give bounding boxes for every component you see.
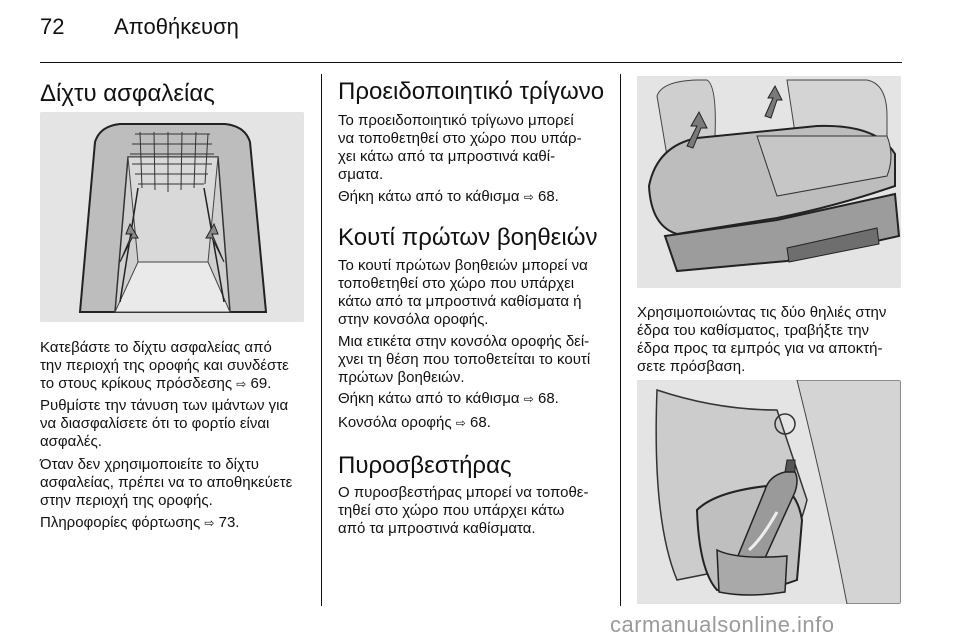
paragraph-first-aid-label: Μια ετικέτα στην κονσόλα οροφής δεί- χνει τη θέση που τοποθετείται το κουτί πρώτων βοηθειών.	[338, 333, 591, 386]
heading-warning-triangle: Προειδοποιητικό τρίγωνο	[338, 78, 605, 105]
figure-seat-storage	[637, 76, 901, 288]
paragraph-first-aid-location: Το κουτί πρώτων βοηθειών μπορεί να τοποθετηθεί στο χώρο που υπάρχει κάτω από τα μπροστινά καθίσματα ή στην κονσόλα οροφής.	[338, 257, 588, 328]
attach-net-ref: 69.	[250, 375, 272, 392]
heading-safety-net: Δίχτυ ασφαλείας	[40, 80, 215, 107]
seat-storage-illustration	[637, 76, 901, 288]
page-reference-arrow-icon: ⇨	[523, 190, 534, 204]
safety-net-illustration	[40, 112, 304, 322]
fire-extinguisher-illustration	[637, 380, 901, 604]
triangle-ref-text: Θήκη κάτω από το κάθισμα	[338, 188, 524, 205]
triangle-ref-page: 68.	[538, 188, 559, 205]
paragraph-first-aid-ref1	[338, 390, 559, 408]
paragraph-extinguisher-location: Ο πυροσβεστήρας μπορεί να τοποθε- τηθεί στο χώρο που υπάρχει κάτω από τα μπροστινά καθίσματα.	[338, 484, 589, 537]
figure-safety-net	[40, 112, 304, 322]
heading-first-aid-kit: Κουτί πρώτων βοηθειών	[338, 224, 598, 251]
figure-fire-extinguisher	[637, 380, 901, 604]
paragraph-loading-info	[40, 514, 239, 532]
paragraph-attach-net	[40, 339, 289, 393]
paragraph-triangle-location: Το προειδοποιητικό τρίγωνο μπορεί να τοποθετηθεί στο χώρο που υπάρ- χει κάτω από τα μπροστινά καθί- σματα.	[338, 112, 582, 183]
first-aid-ref1-text: Θήκη κάτω από το κάθισμα	[338, 390, 524, 407]
loading-info-ref: 73.	[218, 514, 240, 531]
paragraph-adjust-tension: Ρυθμίστε την τάνυση των ιμάντων για να διασφαλίσετε ότι το φορτίο είναι ασφαλές.	[40, 397, 289, 450]
loading-info-text: Πληροφορίες φόρτωσης	[40, 514, 205, 531]
paragraph-pull-seat: Χρησιμοποιώντας τις δύο θηλιές στην έδρα του καθίσματος, τραβήξτε την έδρα προς τα εμπρός για να αποκτή- σετε πρόσβαση.	[637, 304, 887, 375]
heading-fire-extinguisher: Πυροσβεστήρας	[338, 452, 512, 479]
watermark-site: carmanualsonline.info	[610, 612, 835, 637]
paragraph-triangle-ref	[338, 188, 559, 206]
section-title: Αποθήκευση	[114, 14, 239, 39]
page-reference-arrow-icon: ⇨	[236, 377, 247, 391]
paragraph-first-aid-ref2	[338, 414, 491, 432]
attach-net-text: Κατεβάστε το δίχτυ ασφαλείας από την περιοχή της οροφής και συνδέστε το στους κρίκους πρόσδεσης	[40, 339, 289, 392]
column-divider-1	[321, 74, 322, 606]
first-aid-ref1-page: 68.	[538, 390, 559, 407]
page-reference-arrow-icon: ⇨	[204, 516, 215, 530]
page-number: 72	[40, 14, 65, 39]
page-reference-arrow-icon: ⇨	[523, 392, 534, 406]
page-reference-arrow-icon: ⇨	[455, 416, 466, 430]
column-divider-2	[620, 74, 621, 606]
paragraph-store-net: Όταν δεν χρησιμοποιείτε το δίχτυ ασφαλείας, πρέπει να το αποθηκεύετε στην περιοχή της οροφής.	[40, 456, 293, 509]
first-aid-ref2-page: 68.	[470, 414, 491, 431]
first-aid-ref2-text: Κονσόλα οροφής	[338, 414, 456, 431]
header-rule	[40, 62, 902, 63]
